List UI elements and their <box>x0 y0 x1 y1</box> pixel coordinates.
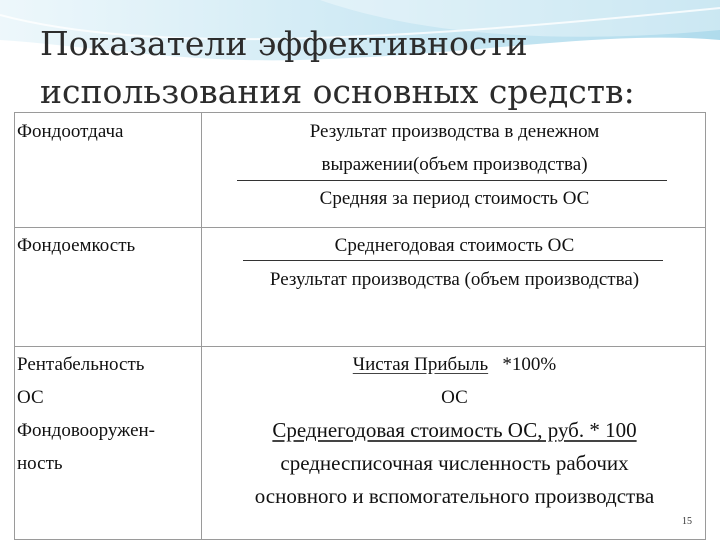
fraction-line <box>243 260 663 261</box>
fraction-line <box>237 180 667 181</box>
formula-numerator: Среднегодовая стоимость ОС <box>334 235 575 256</box>
formula-denominator: среднесписочная численность рабочих <box>280 451 629 475</box>
formula-denominator: основного и вспомогательного производства <box>254 484 655 508</box>
formula-denominator: Средняя за период стоимость ОС <box>319 188 590 209</box>
formula-numerator: выражении(объем производства) <box>321 154 588 175</box>
row-label-fondovooruzhennost-end: ность <box>17 453 63 474</box>
formula-numerator: Среднегодовая стоимость ОС, руб. * 100 <box>272 418 637 442</box>
slide-title-line-1: Показатели эффективности <box>40 24 528 63</box>
net-profit-term: Чистая Прибыль <box>352 354 489 375</box>
row-label-rentabelnost: Рентабельность <box>17 354 145 375</box>
formula-numerator: Результат производства в денежном <box>309 121 600 142</box>
percent-multiplier: *100% <box>502 354 557 375</box>
row-label-rentabelnost-os: ОС <box>17 387 44 408</box>
row-label-fondootdacha: Фондоотдача <box>17 121 124 142</box>
formula-numerator <box>202 348 707 381</box>
row-label-fondoemkost: Фондоемкость <box>17 235 136 256</box>
row-divider <box>15 227 705 228</box>
formula-denominator: Результат производства (объем производства) <box>269 269 640 290</box>
slide-title-line-2: использования основных средств: <box>40 72 635 111</box>
indicators-table <box>14 112 706 540</box>
row-divider <box>15 346 705 347</box>
page-number: 15 <box>682 516 692 527</box>
slide-title <box>40 20 700 116</box>
row-label-fondovooruzhennost: Фондовооружен- <box>17 420 155 441</box>
formula-denominator: ОС <box>441 387 468 408</box>
